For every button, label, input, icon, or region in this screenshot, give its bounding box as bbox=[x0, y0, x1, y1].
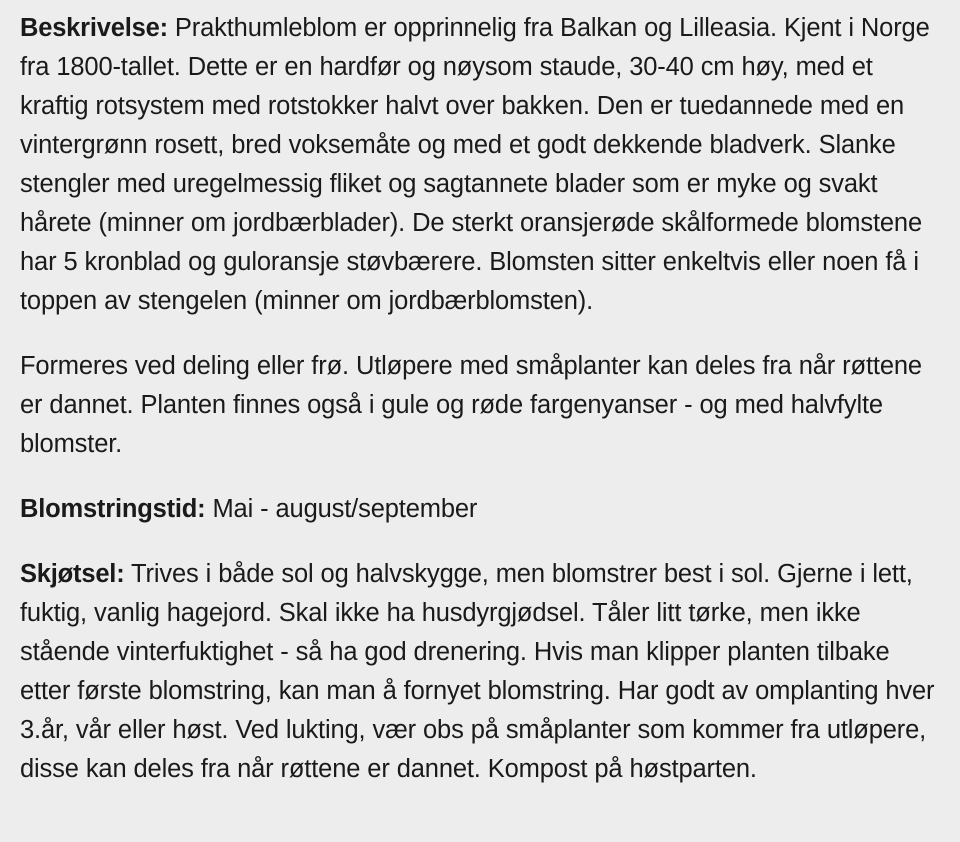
section-body-beskrivelse: Prakthumleblom er opprinnelig fra Balkan og Lilleasia. Kjent i Norge fra 1800-tallet. Dette er en hardfør og nøysom staude, 30-40 cm høy, med et kraftig rotsystem med rotstokker halvt over bakken. Den er tuedannede med en vintergrønn rosett, bred voksemåte og med et godt dekkende bladverk. Slanke stengler med uregelmessig fliket og sagtannete blader som er myke og svakt hårete (minner om jordbærblader). De sterkt oransjerøde skålformede blomstene har 5 kronblad og guloransje støvbærere. Blomsten sitter enkeltvis eller noen få i toppen av stengelen (minner om jordbærblomsten). bbox=[20, 14, 930, 315]
section-body-formering: Formeres ved deling eller frø. Utløpere med småplanter kan deles fra når røttene er dannet. Planten finnes også i gule og røde fargenyanser - og med halvfylte blomster. bbox=[20, 352, 922, 458]
section-blomstringstid bbox=[20, 490, 942, 529]
section-heading-blomstringstid: Blomstringstid: bbox=[20, 495, 206, 523]
section-formering bbox=[20, 347, 942, 464]
section-heading-skjotsel: Skjøtsel: bbox=[20, 560, 125, 588]
section-body-blomstringstid: Mai - august/september bbox=[205, 495, 478, 523]
section-beskrivelse bbox=[20, 9, 942, 321]
text-content bbox=[20, 9, 942, 789]
section-body-skjotsel: Trives i både sol og halvskygge, men blomstrer best i sol. Gjerne i lett, fuktig, vanlig hagejord. Skal ikke ha husdyrgjødsel. Tåler litt tørke, men ikke stående vinterfuktighet - så ha god drenering. Hvis man klipper planten tilbake etter første blomstring, kan man å fornyet blomstring. Har godt av omplanting hver 3.år, vår eller høst. Ved lukting, vær obs på småplanter som kommer fra utløpere, disse kan deles fra når røttene er dannet. Kompost på høstparten. bbox=[20, 560, 935, 783]
section-heading-beskrivelse: Beskrivelse: bbox=[20, 14, 168, 42]
section-skjotsel bbox=[20, 555, 942, 789]
